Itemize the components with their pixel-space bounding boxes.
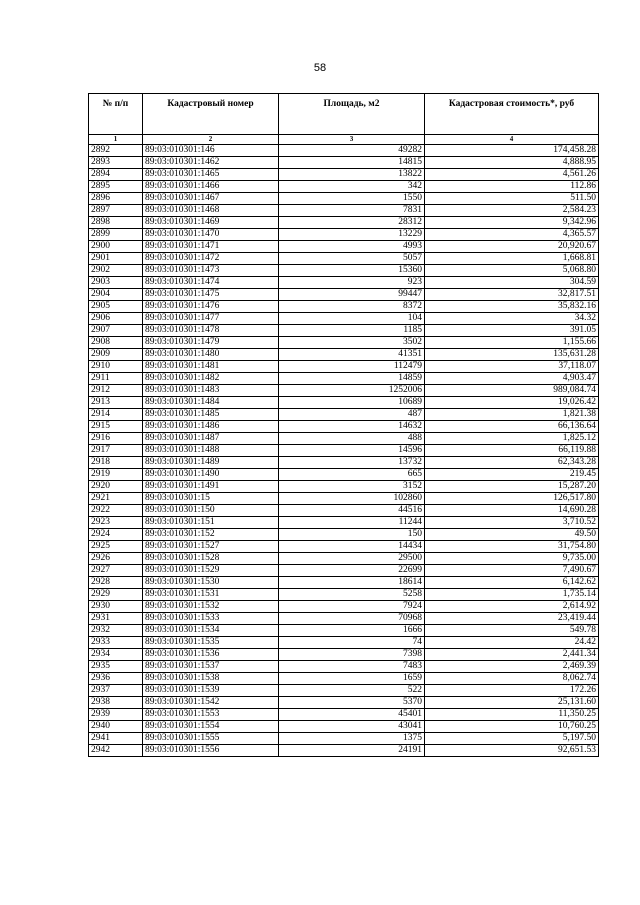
cadastral-number-cell: 89:03:010301:1490: [143, 469, 279, 481]
table-row: [89, 241, 599, 253]
cadastral-value-cell: 25,131.60: [425, 697, 599, 709]
cadastral-value-cell: 15,287.20: [425, 481, 599, 493]
area-cell: 14815: [279, 157, 425, 169]
table-row: [89, 553, 599, 565]
cadastral-value-cell: 4,365.57: [425, 229, 599, 241]
area-cell: 5258: [279, 589, 425, 601]
table-row: [89, 709, 599, 721]
table-row: [89, 337, 599, 349]
table-row: [89, 157, 599, 169]
table-row: [89, 301, 599, 313]
cadastral-value-cell: 49.50: [425, 529, 599, 541]
cadastral-value-cell: 23,419.44: [425, 613, 599, 625]
table-row: [89, 277, 599, 289]
area-cell: 8372: [279, 301, 425, 313]
row-number-cell: 2939: [89, 709, 143, 721]
cadastral-number-cell: 89:03:010301:1477: [143, 313, 279, 325]
header-row-number: № п/п: [89, 94, 143, 135]
row-number-cell: 2913: [89, 397, 143, 409]
table-row: [89, 745, 599, 757]
header-cadastral-value: Кадастровая стоимость*, руб: [425, 94, 599, 135]
cadastral-value-cell: 1,821.38: [425, 409, 599, 421]
area-cell: 13822: [279, 169, 425, 181]
area-cell: 24191: [279, 745, 425, 757]
cadastral-value-cell: 989,084.74: [425, 385, 599, 397]
row-number-cell: 2938: [89, 697, 143, 709]
cadastral-number-cell: 89:03:010301:1556: [143, 745, 279, 757]
cadastral-number-cell: 89:03:010301:146: [143, 145, 279, 157]
cadastral-number-cell: 89:03:010301:1488: [143, 445, 279, 457]
area-cell: 1550: [279, 193, 425, 205]
cadastral-value-cell: 24.42: [425, 637, 599, 649]
area-cell: 14596: [279, 445, 425, 457]
table-row: [89, 541, 599, 553]
table-row: [89, 601, 599, 613]
row-number-cell: 2923: [89, 517, 143, 529]
cadastral-value-cell: 7,490.67: [425, 565, 599, 577]
cadastral-number-cell: 89:03:010301:1542: [143, 697, 279, 709]
table-row: [89, 385, 599, 397]
area-cell: 665: [279, 469, 425, 481]
cadastral-value-cell: 37,118.07: [425, 361, 599, 373]
area-cell: 22699: [279, 565, 425, 577]
row-number-cell: 2921: [89, 493, 143, 505]
area-cell: 14632: [279, 421, 425, 433]
table-row: [89, 613, 599, 625]
cadastral-number-cell: 89:03:010301:1479: [143, 337, 279, 349]
area-cell: 15360: [279, 265, 425, 277]
area-cell: 74: [279, 637, 425, 649]
cadastral-number-cell: 89:03:010301:151: [143, 517, 279, 529]
cadastral-number-cell: 89:03:010301:152: [143, 529, 279, 541]
row-number-cell: 2934: [89, 649, 143, 661]
area-cell: 487: [279, 409, 425, 421]
cadastral-number-cell: 89:03:010301:1538: [143, 673, 279, 685]
row-number-cell: 2911: [89, 373, 143, 385]
row-number-cell: 2905: [89, 301, 143, 313]
cadastral-number-cell: 89:03:010301:1481: [143, 361, 279, 373]
area-cell: 41351: [279, 349, 425, 361]
area-cell: 7483: [279, 661, 425, 673]
table-row: [89, 181, 599, 193]
table-row: [89, 169, 599, 181]
area-cell: 3152: [279, 481, 425, 493]
cadastral-value-cell: 31,754.80: [425, 541, 599, 553]
table-row: [89, 253, 599, 265]
area-cell: 102860: [279, 493, 425, 505]
cadastral-number-cell: 89:03:010301:1529: [143, 565, 279, 577]
area-cell: 1375: [279, 733, 425, 745]
table-row: [89, 481, 599, 493]
table-row: [89, 637, 599, 649]
row-number-cell: 2937: [89, 685, 143, 697]
row-number-cell: 2918: [89, 457, 143, 469]
table-index-row: [89, 135, 599, 145]
area-cell: 10689: [279, 397, 425, 409]
row-number-cell: 2896: [89, 193, 143, 205]
cadastral-value-cell: 4,903.47: [425, 373, 599, 385]
cadastral-value-cell: 62,343.28: [425, 457, 599, 469]
cadastral-value-cell: 2,584.23: [425, 205, 599, 217]
table-row: [89, 673, 599, 685]
cadastral-number-cell: 89:03:010301:1533: [143, 613, 279, 625]
area-cell: 11244: [279, 517, 425, 529]
area-cell: 5057: [279, 253, 425, 265]
cadastral-number-cell: 89:03:010301:1483: [143, 385, 279, 397]
area-cell: 4993: [279, 241, 425, 253]
cadastral-number-cell: 89:03:010301:1530: [143, 577, 279, 589]
cadastral-value-cell: 1,735.14: [425, 589, 599, 601]
area-cell: 7924: [279, 601, 425, 613]
row-number-cell: 2931: [89, 613, 143, 625]
cadastral-number-cell: 89:03:010301:1465: [143, 169, 279, 181]
table-row: [89, 421, 599, 433]
page-number: 58: [313, 62, 327, 74]
cadastral-number-cell: 89:03:010301:1554: [143, 721, 279, 733]
cadastral-value-cell: 8,062.74: [425, 673, 599, 685]
table-row: [89, 517, 599, 529]
cadastral-value-cell: 4,888.95: [425, 157, 599, 169]
cadastral-value-cell: 126,517.80: [425, 493, 599, 505]
cadastral-value-cell: 174,458.28: [425, 145, 599, 157]
area-cell: 29500: [279, 553, 425, 565]
cadastral-number-cell: 89:03:010301:1478: [143, 325, 279, 337]
cadastral-value-cell: 2,614.92: [425, 601, 599, 613]
row-number-cell: 2898: [89, 217, 143, 229]
cadastral-value-cell: 219.45: [425, 469, 599, 481]
area-cell: 150: [279, 529, 425, 541]
row-number-cell: 2899: [89, 229, 143, 241]
row-number-cell: 2942: [89, 745, 143, 757]
cadastral-value-cell: 6,142.62: [425, 577, 599, 589]
cadastral-number-cell: 89:03:010301:1536: [143, 649, 279, 661]
row-number-cell: 2894: [89, 169, 143, 181]
table-row: [89, 733, 599, 745]
table-row: [89, 349, 599, 361]
table-row: [89, 529, 599, 541]
cadastral-value-cell: 4,561.26: [425, 169, 599, 181]
cadastral-value-cell: 1,668.81: [425, 253, 599, 265]
table-row: [89, 625, 599, 637]
cadastral-number-cell: 89:03:010301:1532: [143, 601, 279, 613]
table-row: [89, 589, 599, 601]
cadastral-number-cell: 89:03:010301:1470: [143, 229, 279, 241]
row-number-cell: 2906: [89, 313, 143, 325]
cadastral-number-cell: 89:03:010301:1489: [143, 457, 279, 469]
row-number-cell: 2920: [89, 481, 143, 493]
cadastral-value-cell: 549.78: [425, 625, 599, 637]
cadastral-number-cell: 89:03:010301:1534: [143, 625, 279, 637]
cadastral-number-cell: 89:03:010301:1474: [143, 277, 279, 289]
table-row: [89, 373, 599, 385]
cadastral-value-cell: 20,920.67: [425, 241, 599, 253]
table-row: [89, 445, 599, 457]
row-number-cell: 2892: [89, 145, 143, 157]
area-cell: 7398: [279, 649, 425, 661]
table-row: [89, 433, 599, 445]
cadastral-value-cell: 135,631.28: [425, 349, 599, 361]
cadastral-value-cell: 19,026.42: [425, 397, 599, 409]
row-number-cell: 2926: [89, 553, 143, 565]
row-number-cell: 2930: [89, 601, 143, 613]
header-area: Площадь, м2: [279, 94, 425, 135]
cadastral-value-cell: 3,710.52: [425, 517, 599, 529]
area-cell: 104: [279, 313, 425, 325]
table-row: [89, 361, 599, 373]
cadastral-number-cell: 89:03:010301:1553: [143, 709, 279, 721]
cadastral-number-cell: 89:03:010301:1539: [143, 685, 279, 697]
row-number-cell: 2903: [89, 277, 143, 289]
area-cell: 13732: [279, 457, 425, 469]
cadastral-number-cell: 89:03:010301:1535: [143, 637, 279, 649]
cadastral-number-cell: 89:03:010301:1462: [143, 157, 279, 169]
row-number-cell: 2922: [89, 505, 143, 517]
row-number-cell: 2924: [89, 529, 143, 541]
cadastral-value-cell: 9,342.96: [425, 217, 599, 229]
row-number-cell: 2915: [89, 421, 143, 433]
table-row: [89, 193, 599, 205]
cadastral-value-cell: 11,350.25: [425, 709, 599, 721]
cadastral-number-cell: 89:03:010301:1491: [143, 481, 279, 493]
row-number-cell: 2900: [89, 241, 143, 253]
cadastral-value-cell: 14,690.28: [425, 505, 599, 517]
area-cell: 70968: [279, 613, 425, 625]
area-cell: 112479: [279, 361, 425, 373]
cadastral-number-cell: 89:03:010301:1485: [143, 409, 279, 421]
cadastral-value-cell: 511.50: [425, 193, 599, 205]
cadastral-number-cell: 89:03:010301:1527: [143, 541, 279, 553]
cadastral-number-cell: 89:03:010301:1472: [143, 253, 279, 265]
cadastral-value-cell: 2,441.34: [425, 649, 599, 661]
row-number-cell: 2907: [89, 325, 143, 337]
area-cell: 923: [279, 277, 425, 289]
row-number-cell: 2904: [89, 289, 143, 301]
cadastral-number-cell: 89:03:010301:1467: [143, 193, 279, 205]
area-cell: 45401: [279, 709, 425, 721]
cadastral-number-cell: 89:03:010301:1466: [143, 181, 279, 193]
cadastral-value-cell: 1,825.12: [425, 433, 599, 445]
cadastral-value-cell: 10,760.25: [425, 721, 599, 733]
cadastral-number-cell: 89:03:010301:1476: [143, 301, 279, 313]
row-number-cell: 2893: [89, 157, 143, 169]
area-cell: 488: [279, 433, 425, 445]
cadastral-number-cell: 89:03:010301:1468: [143, 205, 279, 217]
row-number-cell: 2909: [89, 349, 143, 361]
area-cell: 5370: [279, 697, 425, 709]
cadastral-number-cell: 89:03:010301:1528: [143, 553, 279, 565]
table-row: [89, 409, 599, 421]
cadastral-number-cell: 89:03:010301:1471: [143, 241, 279, 253]
table-row: [89, 565, 599, 577]
row-number-cell: 2940: [89, 721, 143, 733]
cadastral-value-cell: 2,469.39: [425, 661, 599, 673]
cadastral-value-cell: 92,651.53: [425, 745, 599, 757]
area-cell: 18614: [279, 577, 425, 589]
cadastral-value-cell: 66,136.64: [425, 421, 599, 433]
row-number-cell: 2912: [89, 385, 143, 397]
cadastral-number-cell: 89:03:010301:150: [143, 505, 279, 517]
cadastral-number-cell: 89:03:010301:1486: [143, 421, 279, 433]
table-row: [89, 217, 599, 229]
cadastral-value-cell: 112.86: [425, 181, 599, 193]
row-number-cell: 2916: [89, 433, 143, 445]
area-cell: 1252006: [279, 385, 425, 397]
table-row: [89, 145, 599, 157]
cadastral-number-cell: 89:03:010301:1555: [143, 733, 279, 745]
table-row: [89, 685, 599, 697]
index-cell: 4: [425, 135, 599, 145]
cadastral-number-cell: 89:03:010301:1487: [143, 433, 279, 445]
table-row: [89, 325, 599, 337]
table-row: [89, 397, 599, 409]
table-row: [89, 289, 599, 301]
cadastral-number-cell: 89:03:010301:1531: [143, 589, 279, 601]
cadastral-value-cell: 34.32: [425, 313, 599, 325]
row-number-cell: 2901: [89, 253, 143, 265]
row-number-cell: 2927: [89, 565, 143, 577]
cadastral-number-cell: 89:03:010301:1475: [143, 289, 279, 301]
cadastral-value-cell: 66,119.88: [425, 445, 599, 457]
table-row: [89, 649, 599, 661]
cadastral-number-cell: 89:03:010301:1473: [143, 265, 279, 277]
table-row: [89, 313, 599, 325]
area-cell: 1666: [279, 625, 425, 637]
table-body: [89, 145, 599, 757]
row-number-cell: 2928: [89, 577, 143, 589]
row-number-cell: 2941: [89, 733, 143, 745]
table-row: [89, 493, 599, 505]
table-header-row: [89, 94, 599, 135]
table-row: [89, 265, 599, 277]
area-cell: 14434: [279, 541, 425, 553]
cadastral-value-cell: 35,832.16: [425, 301, 599, 313]
cadastral-number-cell: 89:03:010301:1484: [143, 397, 279, 409]
row-number-cell: 2917: [89, 445, 143, 457]
area-cell: 43041: [279, 721, 425, 733]
table-row: [89, 697, 599, 709]
table-row: [89, 505, 599, 517]
row-number-cell: 2910: [89, 361, 143, 373]
index-cell: 3: [279, 135, 425, 145]
cadastral-value-cell: 32,817.51: [425, 289, 599, 301]
table-row: [89, 205, 599, 217]
area-cell: 1659: [279, 673, 425, 685]
table-row: [89, 721, 599, 733]
area-cell: 28312: [279, 217, 425, 229]
area-cell: 13229: [279, 229, 425, 241]
row-number-cell: 2933: [89, 637, 143, 649]
cadastral-number-cell: 89:03:010301:1482: [143, 373, 279, 385]
cadastral-value-cell: 5,197.50: [425, 733, 599, 745]
row-number-cell: 2914: [89, 409, 143, 421]
row-number-cell: 2929: [89, 589, 143, 601]
cadastral-value-cell: 5,068.80: [425, 265, 599, 277]
area-cell: 522: [279, 685, 425, 697]
area-cell: 1185: [279, 325, 425, 337]
area-cell: 14859: [279, 373, 425, 385]
area-cell: 44516: [279, 505, 425, 517]
cadastral-value-cell: 1,155.66: [425, 337, 599, 349]
row-number-cell: 2908: [89, 337, 143, 349]
index-cell: 1: [89, 135, 143, 145]
cadastral-number-cell: 89:03:010301:1537: [143, 661, 279, 673]
cadastral-number-cell: 89:03:010301:15: [143, 493, 279, 505]
table-row: [89, 469, 599, 481]
row-number-cell: 2897: [89, 205, 143, 217]
header-cadastral-number: Кадастровый номер: [143, 94, 279, 135]
area-cell: 99447: [279, 289, 425, 301]
cadastral-value-cell: 9,735.00: [425, 553, 599, 565]
table-row: [89, 661, 599, 673]
cadastral-number-cell: 89:03:010301:1480: [143, 349, 279, 361]
row-number-cell: 2919: [89, 469, 143, 481]
area-cell: 342: [279, 181, 425, 193]
table-row: [89, 577, 599, 589]
area-cell: 49282: [279, 145, 425, 157]
row-number-cell: 2936: [89, 673, 143, 685]
table-row: [89, 229, 599, 241]
cadastral-value-cell: 304.59: [425, 277, 599, 289]
row-number-cell: 2932: [89, 625, 143, 637]
cadastral-number-cell: 89:03:010301:1469: [143, 217, 279, 229]
row-number-cell: 2902: [89, 265, 143, 277]
index-cell: 2: [143, 135, 279, 145]
cadastral-table: [88, 93, 599, 757]
row-number-cell: 2895: [89, 181, 143, 193]
area-cell: 3502: [279, 337, 425, 349]
cadastral-value-cell: 172.26: [425, 685, 599, 697]
table-row: [89, 457, 599, 469]
area-cell: 7831: [279, 205, 425, 217]
cadastral-value-cell: 391.05: [425, 325, 599, 337]
row-number-cell: 2925: [89, 541, 143, 553]
row-number-cell: 2935: [89, 661, 143, 673]
